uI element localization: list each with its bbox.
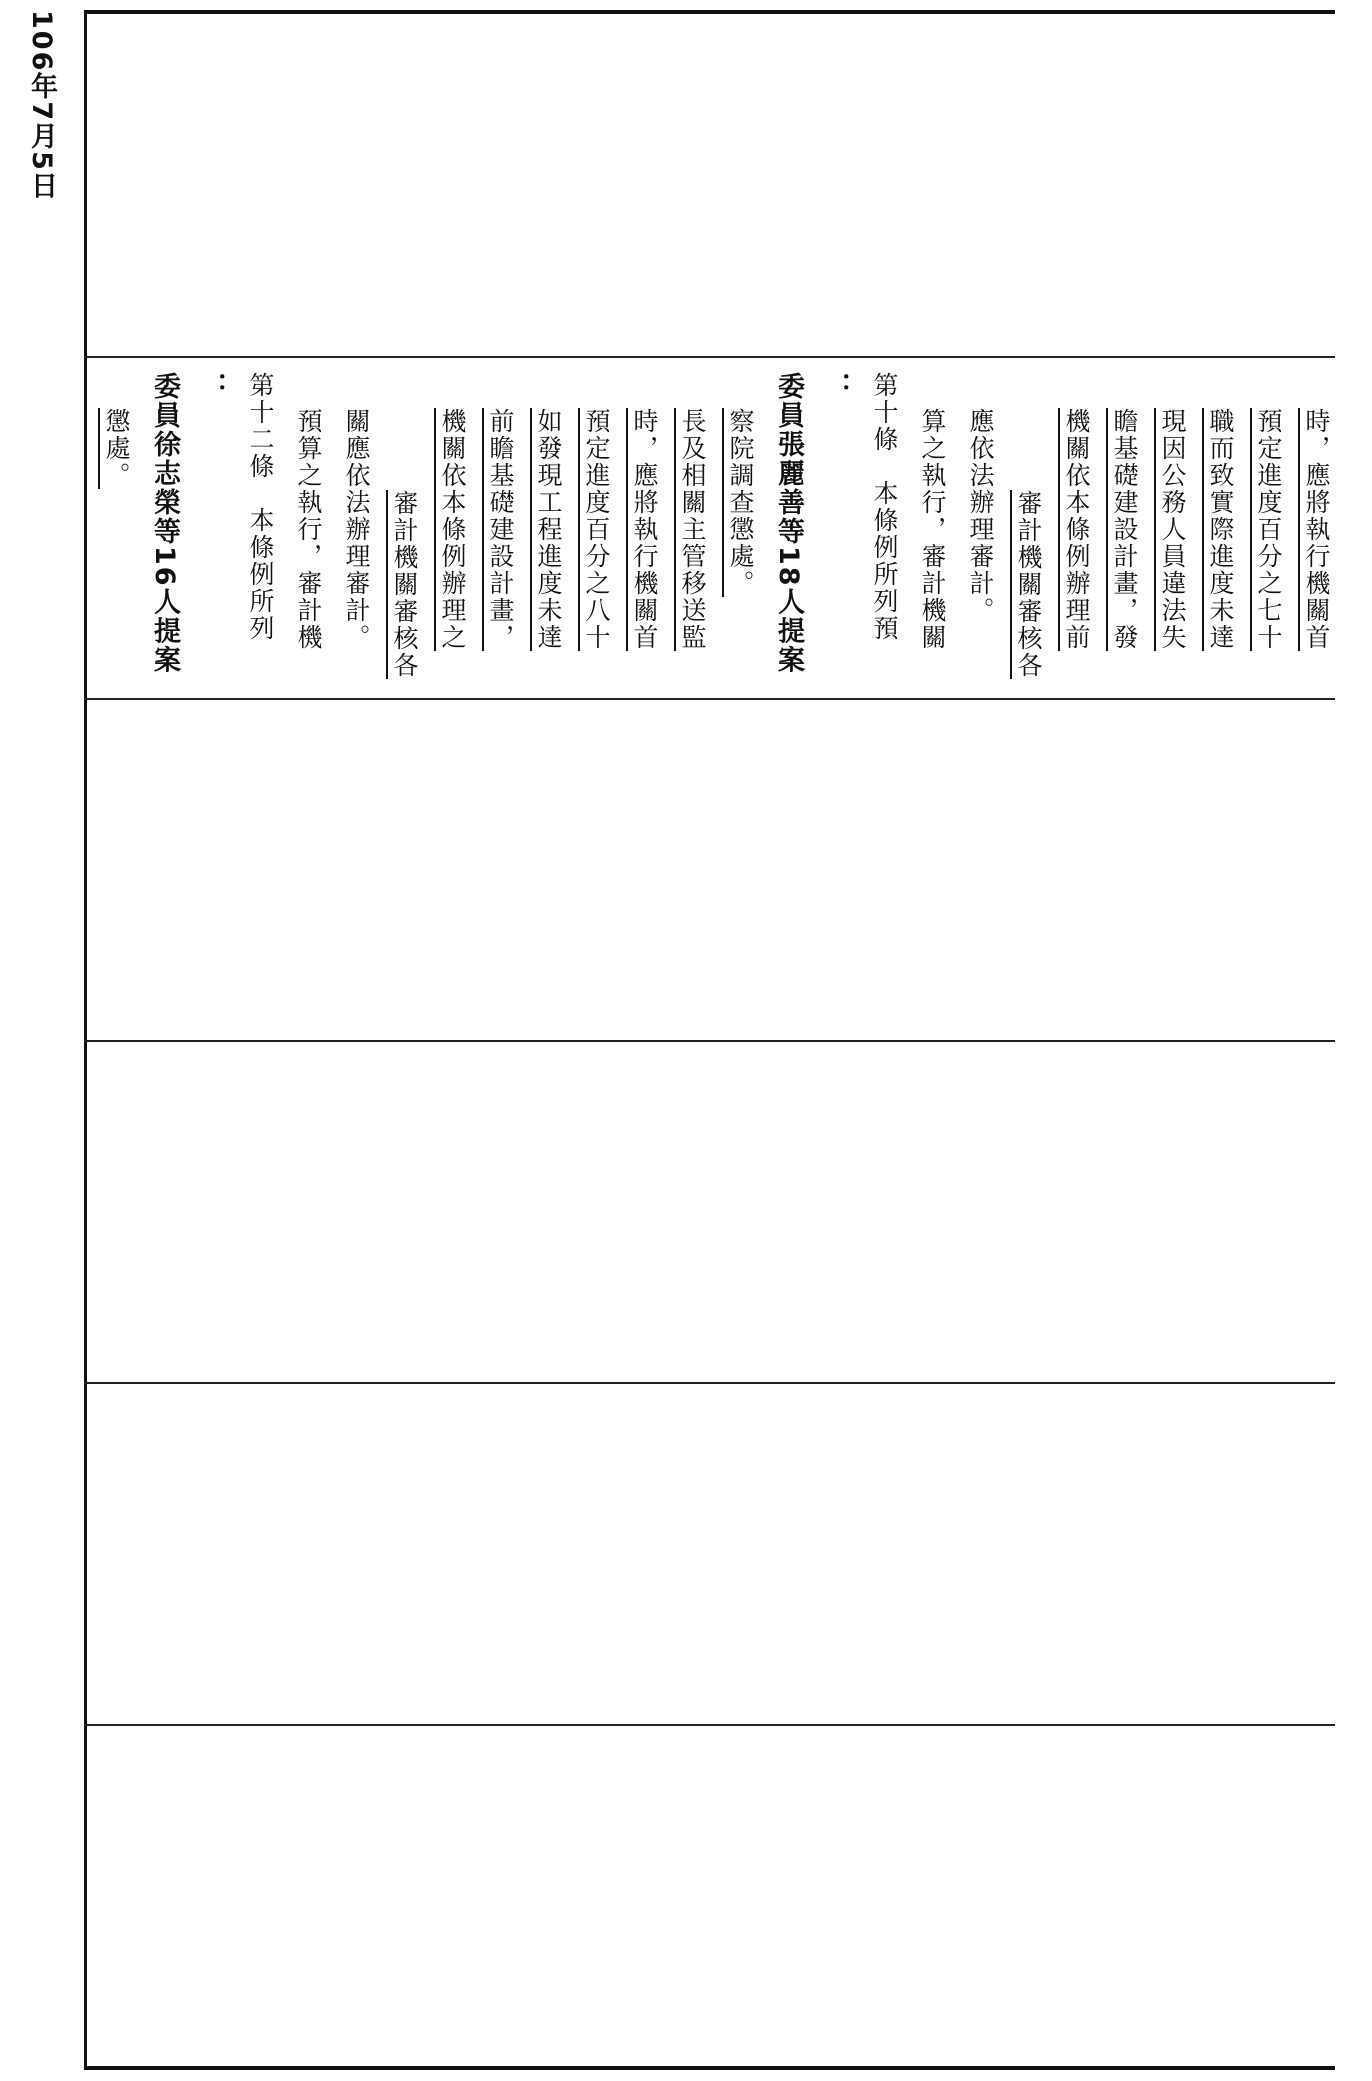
article-text-line: 現因公務人員違法失 [1158, 408, 1187, 651]
article-text-line: 懲處。 [102, 408, 131, 489]
article-text-line: 時，應將執行機關首 [1302, 408, 1331, 651]
table-row-divider [84, 1724, 1335, 1726]
proposer-heading: ： [821, 372, 852, 401]
article-text-line: 第十二條 本條例所列 [246, 372, 275, 642]
article-text-line: 察院調查懲處。 [726, 408, 755, 597]
page-date: 106年7月5日 [26, 10, 57, 201]
article-text-line: 預定進度百分之七十 [1254, 408, 1283, 651]
bottom-rule [84, 2066, 1335, 2070]
article-text-line: 預算之執行，審計機 [294, 408, 323, 651]
article-text-line: 長及相關主管移送監 [678, 408, 707, 651]
article-text-line: 前瞻基礎建設計畫， [486, 408, 515, 651]
proposal-text-column [92, 372, 1332, 690]
article-text-line: 機關依本條例辦理前 [1062, 408, 1091, 651]
article-text-line: 應依法辦理審計。 [966, 408, 995, 624]
article-text-line: 關應依法辦理審計。 [342, 408, 371, 651]
article-text-line: 機關依本條例辦理之 [438, 408, 467, 651]
article-text-line: 瞻基礎建設計畫，發 [1110, 408, 1139, 651]
article-text-line: 如發現工程進度未達 [534, 408, 563, 651]
article-text-line: 職而致實際進度未達 [1206, 408, 1235, 651]
table-row-divider [84, 698, 1335, 700]
article-text-line: 審計機關審核各 [390, 490, 419, 679]
table-row-divider [84, 1382, 1335, 1384]
table-row-divider [84, 356, 1335, 358]
article-text-line: 時，應將執行機關首 [630, 408, 659, 651]
proposer-heading: 委員徐志榮等16人提案 [149, 372, 180, 675]
proposer-heading: 委員張麗善等18人提案 [773, 372, 804, 675]
article-text-line: 第十條 本條例所列預 [870, 372, 899, 642]
article-text-line: 審計機關審核各 [1014, 490, 1043, 679]
table-row-divider [84, 1040, 1335, 1042]
article-text-line: 預定進度百分之八十 [582, 408, 611, 651]
top-rule [84, 10, 1335, 14]
proposer-heading: ： [197, 372, 228, 401]
article-text-line: 算之執行，審計機關 [918, 408, 947, 651]
